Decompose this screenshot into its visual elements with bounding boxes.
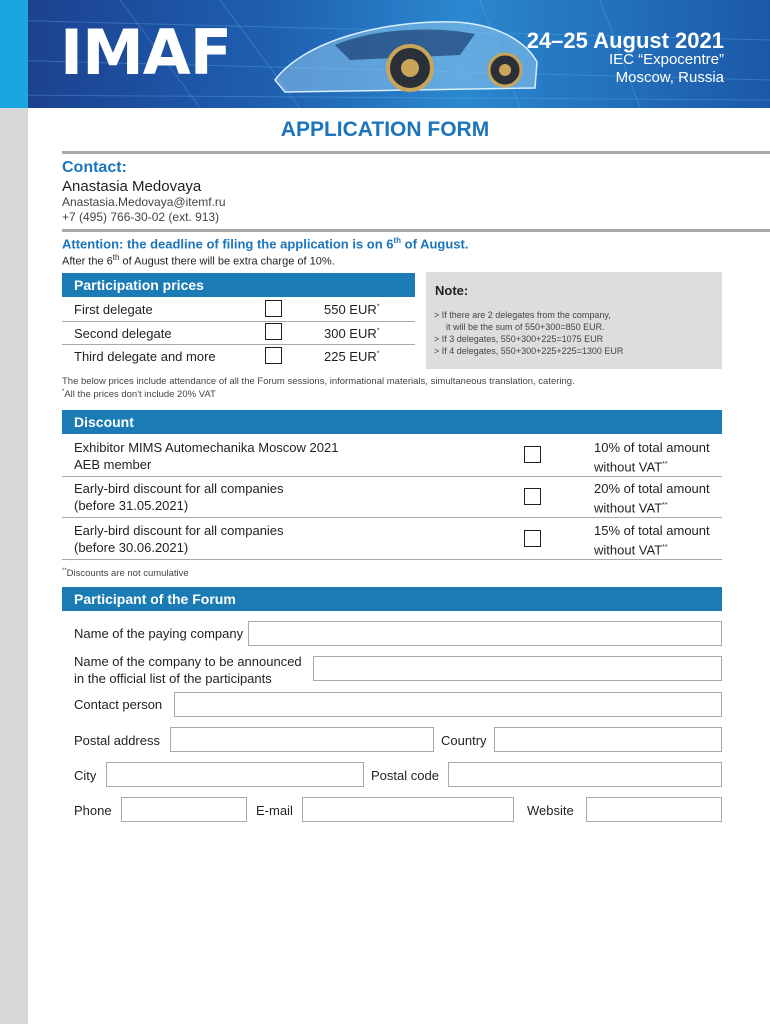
row-divider [62,344,415,345]
price-row-label: Third delegate and more [74,349,216,364]
note-box [426,272,722,369]
country-field[interactable] [494,727,722,752]
second-delegate-checkbox[interactable] [265,323,282,340]
first-delegate-checkbox[interactable] [265,300,282,317]
discount-row-label: Early-bird discount for all companies (before 31.05.2021) [74,481,284,513]
discount-row-label: Exhibitor MIMS Automechanika Moscow 2021 AEB member [74,440,339,472]
third-delegate-price: 225 EUR* [324,349,380,364]
country-label: Country [441,733,487,748]
title-divider [62,151,770,154]
event-venue: IEC “Expocentre” [608,51,724,68]
participant-header: Participant of the Forum [62,587,722,611]
phone-field[interactable] [121,797,247,822]
event-date: 24–25 August 2021 [526,28,724,53]
contact-name: Anastasia Medovaya [62,178,202,195]
vat-footnote: *All the prices don't include 20% VAT [62,389,216,401]
imaf-logo: IMAF [60,16,232,89]
email-label: E-mail [256,803,293,818]
row-divider [62,559,722,560]
note-line: > If there are 2 delegates from the company, [434,310,611,320]
paying-company-label: Name of the paying company [74,626,244,641]
note-line: > If 3 delegates, 550+300+225=1075 EUR [434,334,604,344]
email-field[interactable] [302,797,514,822]
row-divider [62,321,415,322]
website-field[interactable] [586,797,722,822]
contact-heading: Contact: [62,159,127,176]
row-divider [62,517,722,518]
website-label: Website [527,803,574,818]
event-city: Moscow, Russia [615,69,724,86]
note-line: > If 4 delegates, 550+300+225+225=1300 EUR [434,346,624,356]
row-divider [62,476,722,477]
car-illustration [265,0,545,108]
attention-divider [62,229,770,232]
contact-email: Anastasia.Medovaya@itemf.ru [62,195,226,209]
postal-address-label: Postal address [74,733,160,748]
announced-company-field[interactable] [313,656,722,681]
discount-row-label: Early-bird discount for all companies (before 30.06.2021) [74,523,284,555]
discount-exhibitor-checkbox[interactable] [524,446,541,463]
banner-accent-strip [0,0,28,108]
announced-company-label: Name of the company to be announced in the official list of the participants [74,654,302,686]
deadline-attention: Attention: the deadline of filing the application is on 6th of August. [62,236,469,252]
price-row-label: First delegate [74,302,153,317]
second-delegate-price: 300 EUR* [324,326,380,341]
page-title: APPLICATION FORM [280,118,490,141]
note-line: it will be the sum of 550+300=850 EUR. [446,322,605,332]
discount-amount: 10% of total amount without VAT** [594,440,710,475]
phone-label: Phone [74,803,112,818]
contact-person-field[interactable] [174,692,722,717]
left-margin-bar [0,108,28,1024]
city-field[interactable] [106,762,364,787]
postal-code-field[interactable] [448,762,722,787]
note-title: Note: [435,283,469,298]
late-charge-notice: After the 6th of August there will be extra charge of 10%. [62,253,335,268]
postal-code-label: Postal code [371,768,439,783]
price-row-label: Second delegate [74,326,172,341]
contact-person-label: Contact person [74,697,163,712]
third-delegate-checkbox[interactable] [265,347,282,364]
first-delegate-price: 550 EUR* [324,302,380,317]
city-label: City [74,768,97,783]
discount-footnote: **Discounts are not cumulative [62,568,189,580]
paying-company-field[interactable] [248,621,722,646]
discount-earlybird-may-checkbox[interactable] [524,488,541,505]
discount-header: Discount [62,410,722,434]
prices-footnote: The below prices include attendance of all the Forum sessions, informational materials, simultaneous translation, catering. [62,376,575,387]
contact-phone: +7 (495) 766-30-02 (ext. 913) [62,210,220,224]
header-banner [0,0,770,108]
discount-earlybird-june-checkbox[interactable] [524,530,541,547]
discount-amount: 15% of total amount without VAT** [594,523,710,558]
postal-address-field[interactable] [170,727,434,752]
discount-amount: 20% of total amount without VAT** [594,481,710,516]
participation-prices-header: Participation prices [62,273,415,297]
